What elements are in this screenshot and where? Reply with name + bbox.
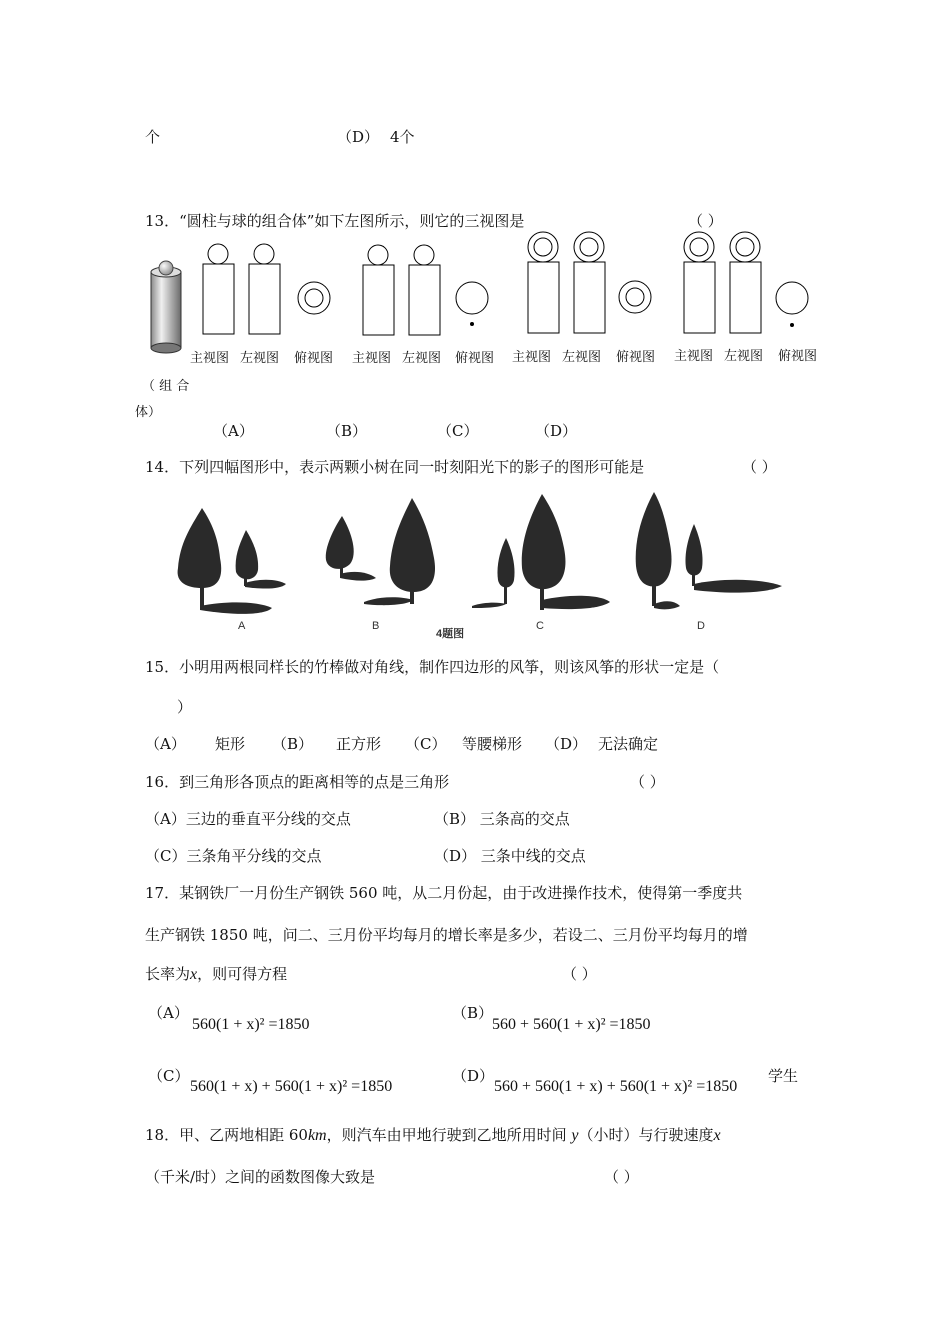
view-label-front-b: 主视图 bbox=[352, 351, 392, 366]
tree-label-b: B bbox=[372, 620, 380, 632]
a-front-sphere bbox=[208, 244, 228, 264]
q16-option-d: （D） 三条中线的交点 bbox=[434, 847, 586, 865]
view-label-left-c: 左视图 bbox=[562, 350, 602, 365]
view-label-front-a: 主视图 bbox=[190, 351, 230, 366]
q18-answer-paren: （ ） bbox=[604, 1168, 639, 1186]
q13-option-b-label: （B） bbox=[326, 422, 368, 440]
tree-figure-c bbox=[472, 494, 610, 610]
q15-option-b-label: （B） bbox=[272, 735, 314, 753]
tree-label-a: A bbox=[238, 620, 246, 632]
q13-option-a-label: （A） bbox=[213, 422, 254, 440]
q17-option-a-equation: 560(1 + x)² =1850 bbox=[192, 1016, 310, 1033]
a-top-inner bbox=[305, 289, 323, 307]
q17-line3: 长率为x，则可得方程 bbox=[145, 965, 288, 983]
q17-line2: 生产钢铁 1850 吨，问二、三月份平均每月的增长率是多少，若设二、三月份平均每月的增 bbox=[145, 926, 748, 944]
view-label-left-d: 左视图 bbox=[724, 349, 764, 364]
q13-option-d-views bbox=[679, 232, 839, 332]
q15-close-paren: ） bbox=[177, 698, 193, 716]
variable-y: y bbox=[571, 1127, 579, 1144]
variable-x: x bbox=[713, 1127, 721, 1144]
q15-option-d-text: 无法确定 bbox=[598, 735, 659, 753]
view-label-top-c: 俯视图 bbox=[616, 350, 656, 365]
q15-option-b-text: 正方形 bbox=[336, 735, 382, 753]
q17-option-b-equation: 560 + 560(1 + x)² =1850 bbox=[492, 1016, 651, 1033]
combination-caption-line1: （ 组 合 bbox=[142, 379, 190, 394]
q17-option-a-label: （A） bbox=[148, 1004, 189, 1022]
q14-figure-caption: 4题图 bbox=[436, 628, 465, 640]
q15-option-a-text: 矩形 bbox=[215, 735, 246, 753]
view-label-left-a: 左视图 bbox=[240, 351, 280, 366]
q14-answer-paren: （ ） bbox=[742, 458, 777, 476]
view-label-top-b: 俯视图 bbox=[455, 351, 495, 366]
q17-option-c-equation: 560(1 + x) + 560(1 + x)² =1850 bbox=[190, 1078, 393, 1095]
tree-figure-d bbox=[636, 492, 782, 609]
q17-option-b-label: （B） bbox=[452, 1004, 494, 1022]
q14-trees-figure bbox=[160, 488, 800, 638]
view-label-front-c: 主视图 bbox=[512, 350, 552, 365]
q12-option-d-label: （D） bbox=[337, 128, 380, 146]
tree-figure-b bbox=[326, 498, 435, 605]
q13-option-a-views bbox=[198, 242, 358, 342]
q14-stem: 14．下列四幅图形中，表示两颗小树在同一时刻阳光下的影子的图形可能是 bbox=[145, 458, 645, 476]
q17-option-d-equation: 560 + 560(1 + x) + 560(1 + x)² =1850 bbox=[494, 1078, 738, 1095]
q13-stem: 13．“圆柱与球的组合体”如下左图所示，则它的三视图是 bbox=[145, 212, 525, 230]
q13-option-c-views bbox=[523, 232, 683, 332]
view-label-front-d: 主视图 bbox=[674, 349, 714, 364]
q13-option-d-label: （D） bbox=[535, 422, 578, 440]
a-left-sphere bbox=[254, 244, 274, 264]
q18-line1: 18．甲、乙两地相距 60km，则汽车由甲地行驶到乙地所用时间 y（小时）与行驶速度x bbox=[145, 1126, 721, 1144]
q15-option-c-label: （C） bbox=[405, 735, 447, 753]
tree-label-c: C bbox=[536, 620, 544, 632]
q18-line2: （千米/时）之间的函数图像大致是 bbox=[145, 1168, 376, 1186]
q16-answer-paren: （ ） bbox=[630, 773, 665, 791]
q12-tail-text: 个 bbox=[145, 128, 161, 146]
q17-option-d-label: （D） bbox=[452, 1067, 495, 1085]
a-top-outer bbox=[298, 282, 330, 314]
combination-solid-figure bbox=[148, 258, 188, 358]
combination-caption-line2: 体） bbox=[135, 405, 162, 420]
q17-answer-paren: （ ） bbox=[562, 965, 597, 983]
q16-stem: 16．到三角形各顶点的距离相等的点是三角形 bbox=[145, 773, 450, 791]
q15-option-d-label: （D） bbox=[545, 735, 588, 753]
q12-option-d-value: 4个 bbox=[390, 128, 415, 146]
tree-label-d: D bbox=[697, 620, 705, 632]
q13-option-c-label: （C） bbox=[437, 422, 479, 440]
q16-option-b: （B） 三条高的交点 bbox=[434, 810, 570, 828]
margin-note: 学生 bbox=[768, 1067, 799, 1085]
q15-option-a-label: （A） bbox=[145, 735, 186, 753]
q16-option-c: （C）三条角平分线的交点 bbox=[145, 847, 322, 865]
a-front-cylinder bbox=[203, 264, 234, 334]
a-left-cylinder bbox=[249, 264, 280, 334]
variable-x: x bbox=[190, 966, 198, 983]
q15-option-c-text: 等腰梯形 bbox=[462, 735, 523, 753]
q13-option-b-views bbox=[358, 242, 518, 342]
q17-option-c-label: （C） bbox=[148, 1067, 190, 1085]
tree-figure-a bbox=[178, 508, 286, 614]
q16-option-a: （A）三边的垂直平分线的交点 bbox=[145, 810, 351, 828]
view-label-top-d: 俯视图 bbox=[778, 349, 818, 364]
q15-stem: 15．小明用两根同样长的竹棒做对角线，制作四边形的风筝，则该风筝的形状一定是（ bbox=[145, 658, 720, 676]
q13-answer-paren: （ ） bbox=[688, 212, 723, 230]
view-label-left-b: 左视图 bbox=[402, 351, 442, 366]
q13-figures bbox=[0, 0, 950, 200]
q17-line1: 17．某钢铁厂一月份生产钢铁 560 吨，从二月份起，由于改进操作技术，使得第一季度共 bbox=[145, 884, 743, 902]
view-label-top-a: 俯视图 bbox=[294, 351, 334, 366]
unit-km: km bbox=[307, 1127, 327, 1144]
